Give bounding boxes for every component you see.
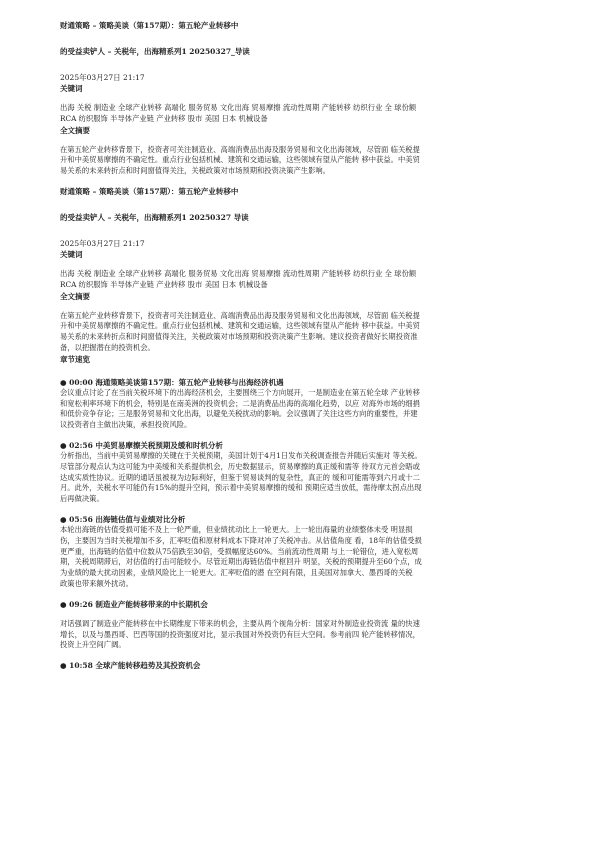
summary-line: 升和中美贸易摩擦的不确定性。重点行业包括机械、建筑和交通运输，这些领域有望从产能转 移中获益。中美贸	[60, 155, 420, 165]
chapter-item	[60, 514, 537, 590]
doc-date: 2025年03月27日 21:17	[60, 73, 145, 82]
chapter-title: ● 02:56 中美贸易摩擦关税预期及缓和时机分析	[60, 440, 223, 450]
chapter-item	[60, 440, 537, 505]
chapter-line: 议投资者自主做出决策，承担投资风险。	[60, 420, 192, 430]
chapter-line: 期，关税周期滞后，对估值的打击可能较小。尽管近期出海链估值中枢回升 明显，关税的预期提升至60个点，成	[60, 557, 422, 567]
summary-line: 在第五轮产业转移背景下，投资者可关注制造业、高端消费品出海及服务贸易和文化出海领域，尽管面 临关税提	[60, 310, 420, 320]
doc-title-line-1: 财通策略 – 策略美谈（第157期）：第五轮产业转移中	[60, 186, 239, 196]
chapter-line: 更严重，出海链的估值中位数从75倍跌至30倍，受损幅度达60%。当前流动性周期 与上一轮错位，进入宽松周	[60, 546, 419, 556]
summary-heading: 全文摘要	[60, 291, 90, 301]
chapter-line: 分析指出，当前中美贸易摩擦的关键在于关税预期，美国计划于4月1日发布关税调查报告并随后实施对 等关税。	[60, 450, 422, 460]
summary-line: 升和中美贸易摩擦的不确定性。重点行业包括机械、建筑和交通运输，这些领域有望从产能转 移中获益。中美贸	[60, 321, 420, 331]
chapter-line: 月。此外，关税水平可能仍有15%的提升空间，预示着中美贸易摩擦的缓和 预期应适当放低，需待摩太拐点出现	[60, 483, 422, 493]
doc-date: 2025年03月27日 21:17	[60, 238, 145, 248]
chapter-title: ● 05:56 出海链估值与业绩对比分析	[60, 514, 186, 524]
chapter-line: 后再做决策。	[60, 494, 104, 504]
summary-paragraph	[60, 311, 537, 354]
chapter-line: 投资上升空间广阔。	[60, 640, 126, 650]
keywords-line-2: RCA 纺织服饰 半导体产业链 产业转移 股市 美国 日本 机械设备	[60, 279, 268, 289]
chapter-line: 达成实质性协议。近期的通话虽被视为边际利好，但鉴于贸易谈判的复杂性，真正的 缓和可能需等到六月或十二	[60, 472, 420, 482]
summary-heading: 全文摘要	[60, 125, 90, 135]
chapter-item	[60, 660, 537, 671]
doc-title-line-1: 财通策略 – 策略美谈（第157期）：第五轮产业转移中	[60, 21, 239, 30]
chapter-line: 政策也带来额外扰动。	[60, 578, 133, 588]
chapter-title: ● 09:26 制造业产能转移带来的中长期机会	[60, 599, 208, 609]
chapter-line: 为业绩的最大扰动因素，业绩风险比上一轮更大。汇率贬值的潜 在空间有限，且美国对加拿大、墨西哥的关税	[60, 568, 413, 578]
chapter-item	[60, 599, 537, 651]
summary-line: 在第五轮产业转移背景下，投资者可关注制造业、高端消费品出海及服务贸易和文化出海领域，尽管面 临关税提	[60, 144, 420, 154]
chapters-heading: 章节速览	[60, 354, 90, 364]
chapter-line: 和低价竞争存论；三是服务贸易和文化出海，以避免关税扰动的影响。会议强调了关注这些方向的重要性，并建	[60, 409, 418, 419]
chapter-title: ● 00:00 海通策略美谈第157期：第五轮产业转移与出海经济机遇	[60, 377, 284, 387]
chapter-title: ● 10:58 全球产能转移趋势及其投资机会	[60, 661, 201, 671]
keywords-heading: 关键词	[60, 84, 83, 93]
chapter-line: 伤，主要因为当时关税增加不多，汇率贬值和原材料成本下降对冲了关税冲击。从估值角度 看，18年的估值受损	[60, 535, 422, 545]
keywords-line-2: RCA 纺织服饰 半导体产业链 产业转移 股市 美国 日本 机械设备	[60, 113, 268, 123]
summary-line: 备，以把握潜在的投资机会。	[60, 342, 155, 352]
chapter-line: 对话强调了制造业产能转移在中长期维度下带来的机会，主要从两个视角分析：国家对外制造业投资流 量的快速	[60, 618, 420, 628]
summary-paragraph	[60, 145, 537, 177]
summary-line: 易关系的未来转折点和时间窗值得关注，关税政策对市场预期和投资决策产生影响。建议投资者做好长期投资准	[60, 332, 418, 342]
chapter-line: 尽管部分观点认为这可能为中美缓和关系提供机会，历史数据显示，贸易摩擦的真正缓和需等 待双方元首会晤或	[60, 461, 420, 471]
chapter-line: 和宽松利率环境下的机会，特别是在南美洲的投资机会；二是消费品出海的高端化趋势，以应 对海外市场的细捐	[60, 398, 420, 408]
keywords-line-1: 出海 关税 制造业 全球产业转移 高端化 服务贸易 文化出海 贸易摩擦 流动性周期 产能转移 纺织行业 全 球份额	[60, 103, 417, 112]
summary-line: 易关系的未来转折点和时间窗值得关注，关税政策对市场预期和投资决策产生影响。	[60, 166, 330, 176]
chapter-line: 会议重点讨论了在当前关税环境下的出海经济机会，主要围绕三个方向展开，一是制造业在第五轮全球 产业转移	[60, 387, 420, 397]
chapter-item	[60, 377, 537, 431]
doc-title-line-2: 的受益卖铲人 – 关税年，出海精系列1 20250327 导读	[60, 212, 249, 222]
chapter-line: 增长，以及与墨西哥、巴西等国的投资强度对比，显示我国对外投资仍有巨大空间。参考前四 轮产能转移情况，	[60, 629, 420, 639]
doc-title-line-2: 的受益卖铲人 – 关税年，出海精系列1 20250327_导读	[60, 47, 250, 56]
chapter-line: 本轮出海链的估值受损可能不及上一轮严重，但业绩扰动比上一轮更大。上一轮出海量的业绩整体未受 明显损	[60, 524, 413, 534]
keywords-heading: 关键词	[60, 249, 83, 259]
keywords-line-1: 出海 关税 制造业 全球产业转移 高端化 服务贸易 文化出海 贸易摩擦 流动性周期 产能转移 纺织行业 全 球份额	[60, 268, 417, 278]
